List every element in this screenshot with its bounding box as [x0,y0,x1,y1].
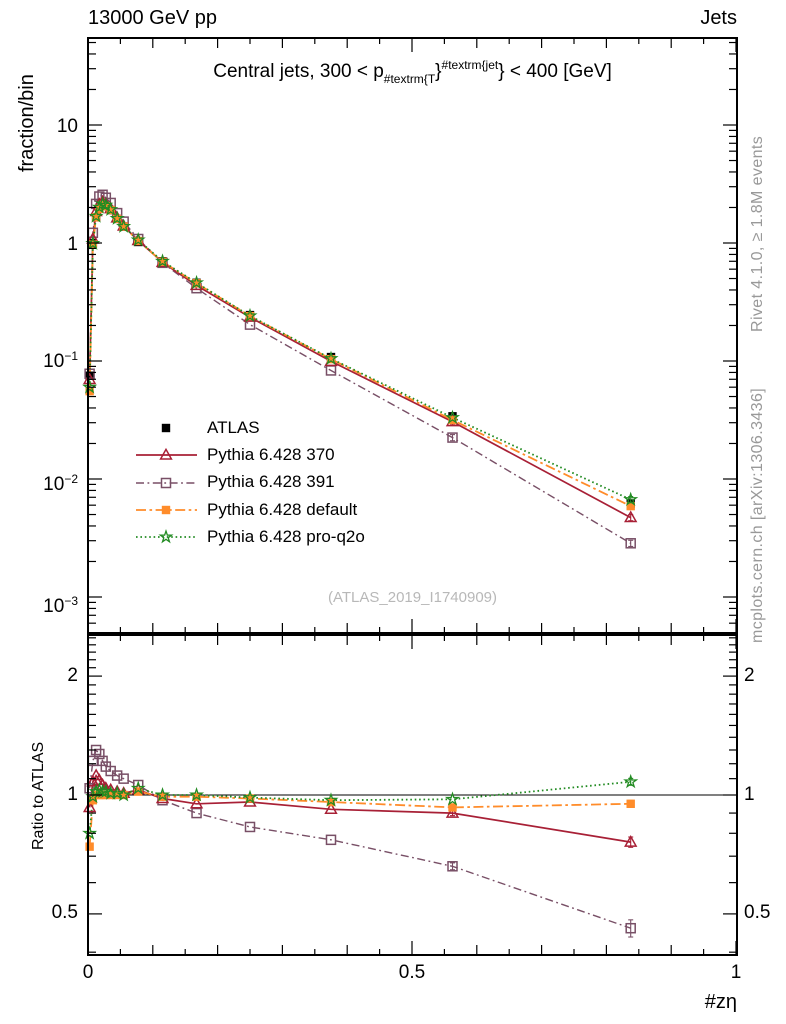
plot-title [88,58,737,86]
legend-label-pythia-370: Pythia 6.428 370 [207,445,335,464]
plot-title-mid: } [435,61,442,82]
analysis-id-watermark: (ATLAS_2019_I1740909) [327,589,497,606]
rivet-version-note: Rivet 4.1.0, ≥ 1.8M events [749,135,766,332]
legend-label-pythia-proq2o: Pythia 6.428 pro-q2o [207,527,365,546]
ratio-y-tick-05-right: 0.5 [744,902,771,923]
x-tick-05: 0.5 [398,962,426,983]
main-y-tick-1e-1: $10^{-1}$ [43,349,78,372]
mcplots-arxiv-note: mcplots.cern.ch [arXiv:1306.3436] [749,387,766,643]
main-y-tick-1e-3: $10^{-3}$ [43,594,78,617]
plot-title-superscript: #textrm{jet [441,58,499,72]
main-y-tick-1: 1 [67,234,78,255]
ratio-y-tick-2-left: 2 [67,665,78,686]
legend-label-atlas: ATLAS [207,418,260,437]
main-y-tick-1e-2: $10^{-2}$ [43,472,78,495]
plot-title-post: } < 400 [GeV] [498,61,612,82]
main-y-axis-title: fraction/bin [16,74,38,172]
process-label: Jets [700,7,737,29]
beam-energy-label: 13000 GeV pp [88,7,217,29]
x-tick-1: 1 [730,962,742,983]
legend-label-pythia-default: Pythia 6.428 default [207,500,358,519]
x-tick-0: 0 [82,962,94,983]
legend-label-pythia-391: Pythia 6.428 391 [207,472,335,491]
x-axis-title: #zη [704,991,737,1013]
ratio-y-tick-2-right: 2 [744,665,755,686]
ratio-y-tick-05-left: 0.5 [51,902,78,923]
ratio-y-tick-1-left: 1 [67,784,78,805]
plot-title-subscript: #textrm{T [383,72,436,86]
ratio-y-tick-1-right: 1 [744,784,755,805]
plot-title-pre: Central jets, 300 < p [213,61,384,82]
ratio-y-axis-title: Ratio to ATLAS [30,741,47,850]
main-y-tick-10: 10 [56,116,78,137]
